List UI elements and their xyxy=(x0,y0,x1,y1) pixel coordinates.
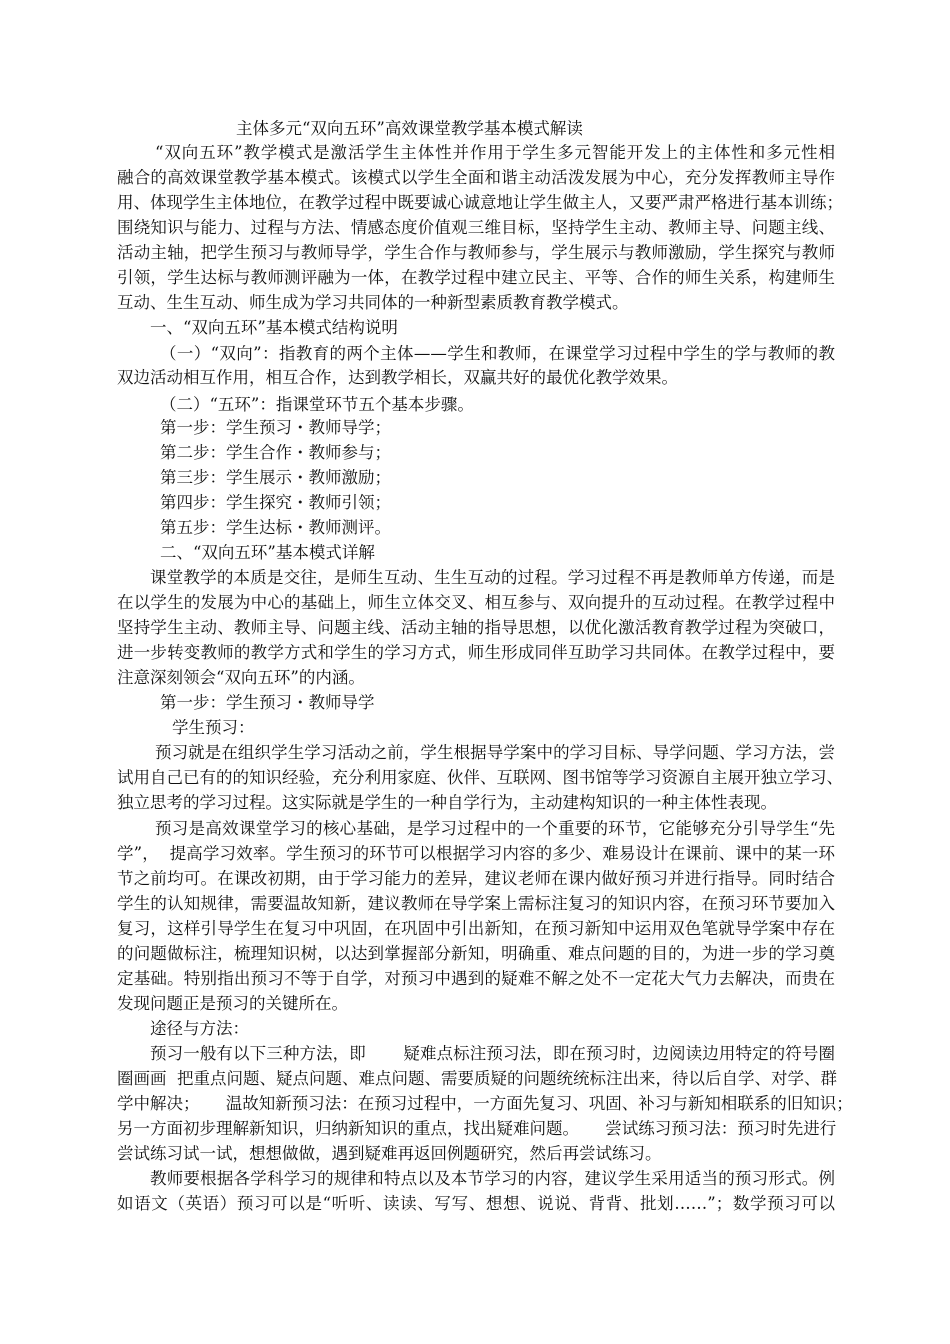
paragraph-line: 教师要根据各学科学习的规律和特点以及本节学习的内容，建议学生采用适当的预习形式。例 xyxy=(150,1169,835,1188)
paragraph-line: 试用自己已有的的知识经验，充分利用家庭、伙伴、互联网、图书馆等学习资源自主展开独立学习、 xyxy=(117,768,843,787)
paragraph-line: 发现问题正是预习的关键所在。 xyxy=(117,994,348,1013)
paragraph-line: 另一方面初步理解新知识，归纳新知识的重点，找出疑难问题。 尝试练习预习法：预习时先进行 xyxy=(117,1119,837,1138)
item-line: 双边活动相互作用，相互合作，达到教学相长，双赢共好的最优化教学效果。 xyxy=(117,368,678,387)
document-title: 主体多元“双向五环”高效课堂教学基本模式解读 xyxy=(236,119,583,138)
paragraph-line: 预习一般有以下三种方法，即 疑难点标注预习法，即在预习时，边阅读边用特定的符号圈 xyxy=(150,1044,835,1063)
step-line: 第四步：学生探究・教师引领； xyxy=(160,493,391,512)
paragraph-line: 进一步转变教师的教学方式和学生的学习方式，师生形成同伴互助学习共同体。在教学过程中，要 xyxy=(117,643,835,662)
paragraph-line: 如语文（英语）预习可以是“听听、读读、写写、想想、说说、背背、批划……”；数学预习可以 xyxy=(117,1194,835,1213)
paragraph-line: 尝试练习试一试，想想做做，遇到疑难再返回例题研究，然后再尝试练习。 xyxy=(117,1144,662,1163)
intro-line: 活动主轴，把学生预习与教师导学，学生合作与教师参与，学生展示与教师激励，学生探究与教师 xyxy=(117,243,835,262)
paragraph-line: 注意深刻领会“双向五环”的内涵。 xyxy=(117,668,365,687)
paragraph-line: 节之前均可。在课改初期，由于学习能力的差异，建议老师在课内做好预习并进行指导。同时结合 xyxy=(117,869,835,888)
paragraph-line: 学”， 提高学习效率。学生预习的环节可以根据学习内容的多少、难易设计在课前、课中的某一环 xyxy=(117,844,835,863)
paragraph-line: 独立思考的学习过程。这实际就是学生的一种自学行为，主动建构知识的一种主体性表现。 xyxy=(117,793,777,812)
paragraph-line: 学生的认知规律，需要温故知新，建议教师在导学案上需标注复习的知识内容，在预习环节要加入 xyxy=(117,894,835,913)
intro-line: “双向五环”教学模式是激活学生主体性并作用于学生多元智能开发上的主体性和多元性相 xyxy=(155,143,835,162)
step-line: 第五步：学生达标・教师测评。 xyxy=(160,518,391,537)
intro-line: 围绕知识与能力、过程与方法、情感态度价值观三维目标，坚持学生主动、教师主导、问题主线、 xyxy=(117,218,835,237)
intro-line: 融合的高效课堂教学基本模式。该模式以学生全面和谐主动活泼发展为中心，充分发挥教师主导作 xyxy=(117,168,835,187)
paragraph-line: 学中解决； 温故知新预习法：在预习过程中，一方面先复习、巩固、补习与新知相联系的旧知识； xyxy=(117,1094,853,1113)
item-line: （二）“五环”：指课堂环节五个基本步骤。 xyxy=(160,395,474,414)
paragraph-line: 圈画画 把重点问题、疑点问题、难点问题、需要质疑的问题统统标注出来，待以后自学、对学、群 xyxy=(117,1069,837,1088)
paragraph-line: 课堂教学的本质是交往，是师生互动、生生互动的过程。学习过程不再是教师单方传递，而是 xyxy=(150,568,835,587)
section-heading: 二、“双向五环”基本模式详解 xyxy=(160,543,375,562)
step-line: 第二步：学生合作・教师参与； xyxy=(160,443,391,462)
paragraph-line: 预习是高效课堂学习的核心基础，是学习过程中的一个重要的环节，它能够充分引导学生“先 xyxy=(155,819,835,838)
intro-line: 用、体现学生主体地位，在教学过程中既要诚心诚意地让学生做主人，又要严肃严格进行基本训练； xyxy=(117,193,843,212)
intro-line: 引领，学生达标与教师测评融为一体，在教学过程中建立民主、平等、合作的师生关系，构建师生 xyxy=(117,268,835,287)
subheading: 途径与方法： xyxy=(150,1019,249,1038)
step-line: 第一步：学生预习・教师导学； xyxy=(160,418,391,437)
section-heading: 一、“双向五环”基本模式结构说明 xyxy=(150,318,398,337)
paragraph-line: 的问题做标注，梳理知识树，以达到掌握部分新知，明确重、难点问题的目的，为进一步的学习奠 xyxy=(117,944,835,963)
paragraph-line: 复习，这样引导学生在复习中巩固，在巩固中引出新知，在预习新知中运用双色笔就导学案中存在 xyxy=(117,919,835,938)
paragraph-line: 预习就是在组织学生学习活动之前，学生根据导学案中的学习目标、导学问题、学习方法，尝 xyxy=(155,743,835,762)
paragraph-line: 定基础。特别指出预习不等于自学，对预习中遇到的疑难不解之处不一定花大气力去解决，而贵在 xyxy=(117,969,835,988)
intro-line: 互动、生生互动、师生成为学习共同体的一种新型素质教育教学模式。 xyxy=(117,293,629,312)
step-line: 第三步：学生展示・教师激励； xyxy=(160,468,391,487)
step-heading: 第一步：学生预习・教师导学 xyxy=(160,693,375,712)
paragraph-line: 在以学生的发展为中心的基础上，师生立体交叉、相互参与、双向提升的互动过程。在教学过程中 xyxy=(117,593,835,612)
subheading: 学生预习： xyxy=(172,718,255,737)
item-line: （一）“双向”：指教育的两个主体——学生和教师，在课堂学习过程中学生的学与教师的教 xyxy=(160,344,835,363)
paragraph-line: 坚持学生主动、教师主导、问题主线、活动主轴的指导思想，以优化激活教育教学过程为突破口， xyxy=(117,618,835,637)
